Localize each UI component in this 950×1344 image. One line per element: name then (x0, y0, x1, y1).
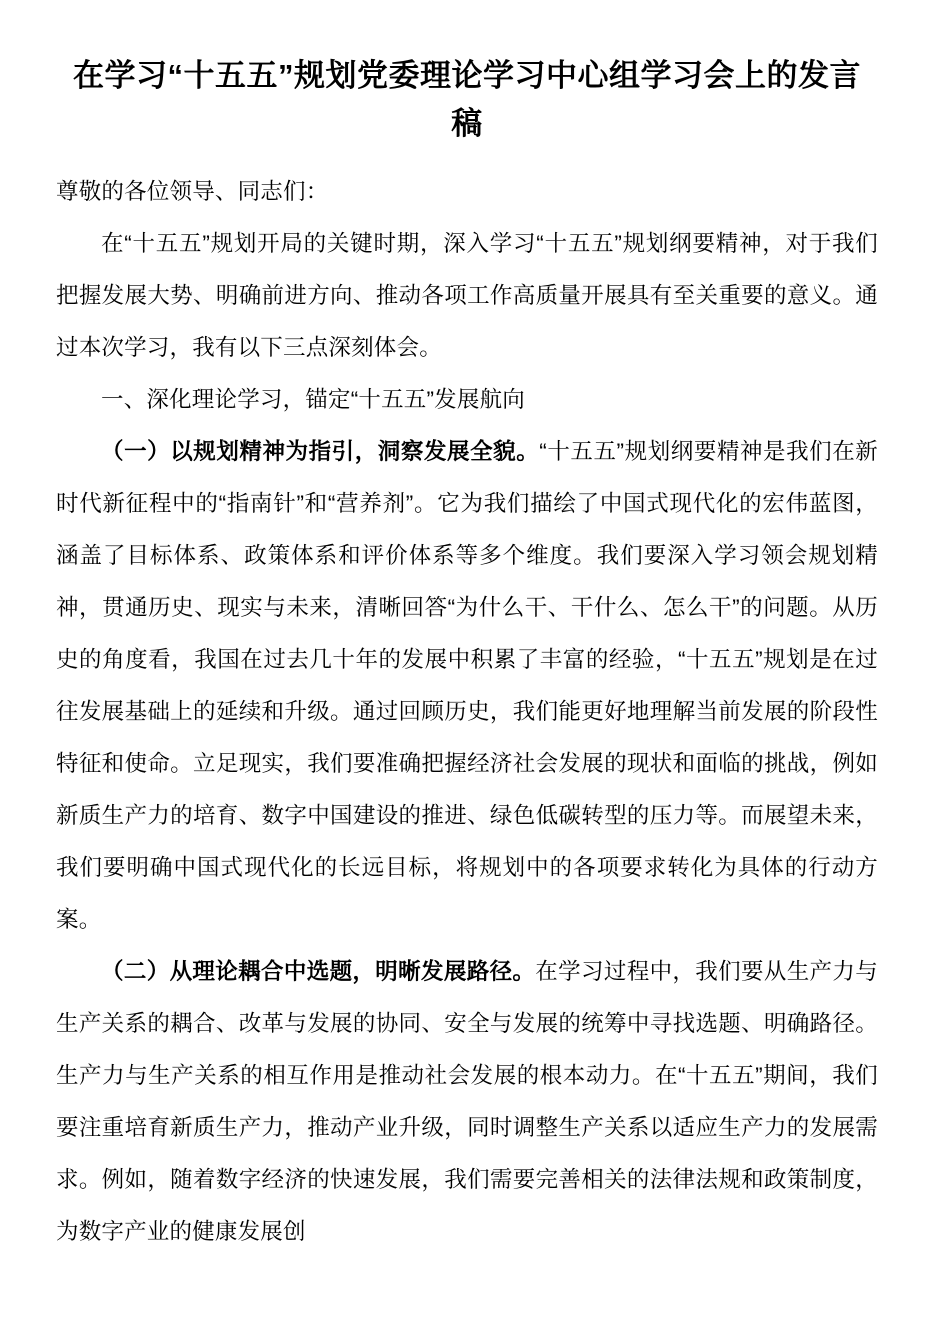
paragraph-sub-one (56, 426, 878, 946)
document-body (56, 0, 878, 1258)
sub-one-body: “十五五”规划纲要精神是我们在新时代新征程中的“指南针”和“营养剂”。它为我们描绘了中国式现代化的宏伟蓝图，涵盖了目标体系、政策体系和评价体系等多个维度。我们要深入学习领会规划精神，贯通历史、现实与未来，清晰回答“为什么干、干什么、怎么干”的问题。从历史的角度看，我国在过去几十年的发展中积累了丰富的经验，“十五五”规划是在过往发展基础上的延续和升级。通过回顾历史，我们能更好地理解当前发展的阶段性特征和使命。立足现实，我们要准确把握经济社会发展的现状和面临的挑战，例如新质生产力的培育、数字中国建设的推进、绿色低碳转型的压力等。而展望未来，我们要明确中国式现代化的长远目标，将规划中的各项要求转化为具体的行动方案。 (56, 439, 878, 932)
salutation-line: 尊敬的各位领导、同志们： (56, 179, 329, 204)
sub-two-body: 在学习过程中，我们要从生产力与生产关系的耦合、改革与发展的协同、安全与发展的统筹中寻找选题、明确路径。生产力与生产关系的相互作用是推动社会发展的根本动力。在“十五五”期间，我们要注重培育新质生产力，推动产业升级，同时调整生产关系以适应生产力的发展需求。例如，随着数字经济的快速发展，我们需要完善相关的法律法规和政策制度，为数字产业的健康发展创 (56, 959, 878, 1244)
sub-two-lead: （二）从理论耦合中选题，明晰发展路径。 (101, 959, 536, 984)
sub-one-lead: （一）以规划精神为指引，洞察发展全貌。 (101, 439, 540, 464)
paragraph-sub-two (56, 946, 878, 1258)
section-heading-one: 一、深化理论学习，锚定“十五五”发展航向 (101, 387, 525, 412)
paragraph-opening: 在“十五五”规划开局的关键时期，深入学习“十五五”规划纲要精神，对于我们把握发展大势、明确前进方向、推动各项工作高质量开展具有至关重要的意义。通过本次学习，我有以下三点深刻体会。 (56, 231, 878, 360)
document-title: 在学习“十五五”规划党委理论学习中心组学习会上的发言稿 (73, 58, 861, 141)
